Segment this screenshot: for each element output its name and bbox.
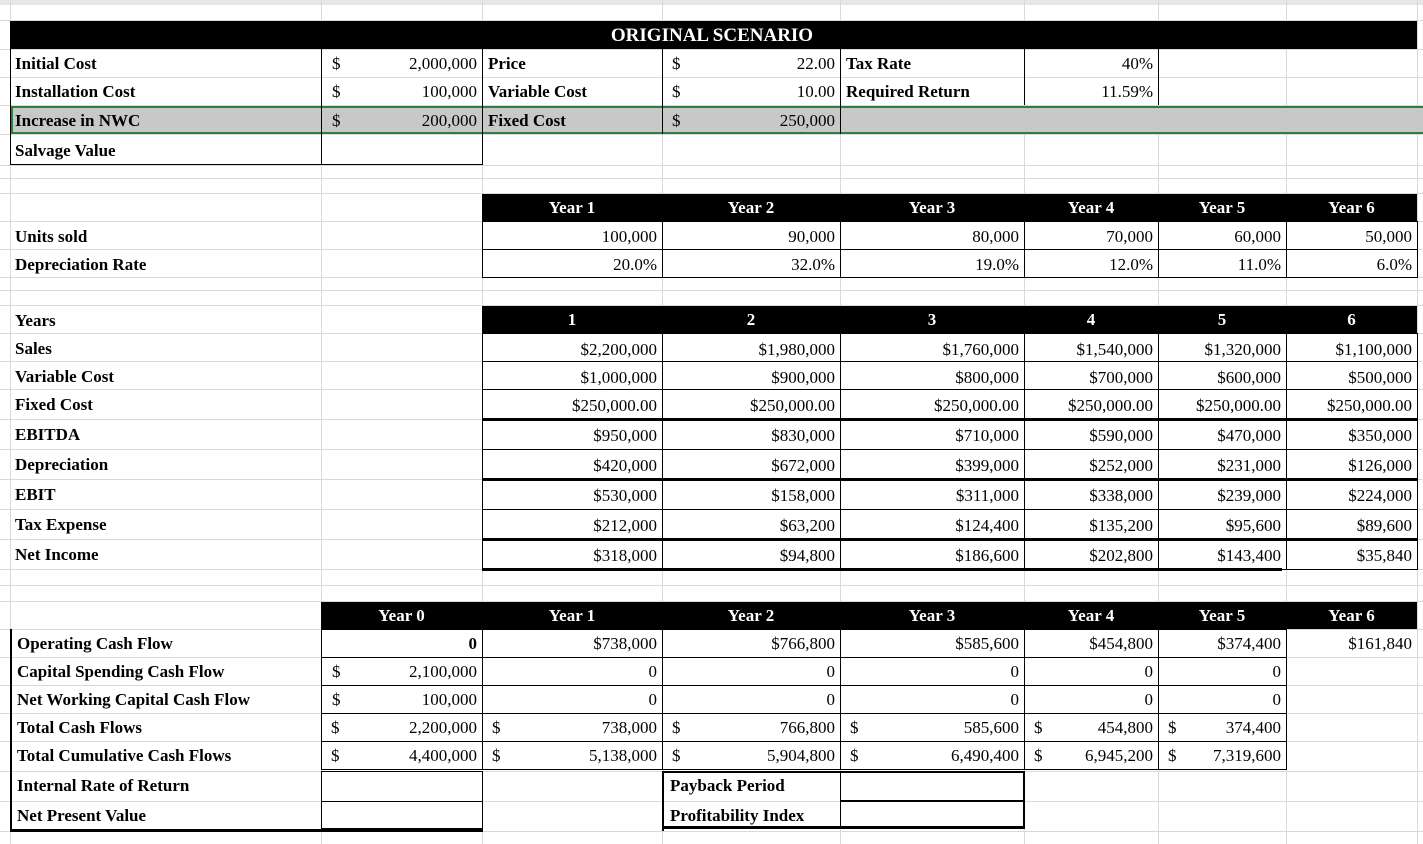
income-value: $89,600 xyxy=(1356,516,1412,535)
income-value: $2,200,000 xyxy=(580,340,657,359)
income-value: $830,000 xyxy=(771,426,835,445)
ocf-value: $161,840 xyxy=(1348,634,1412,653)
price-value[interactable]: 22.00 xyxy=(796,54,835,73)
capex-value: 0 xyxy=(1272,662,1281,681)
capex-label: Capital Spending Cash Flow xyxy=(17,662,225,681)
income-value: $1,760,000 xyxy=(942,340,1019,359)
income-value: $250,000.00 xyxy=(934,396,1019,415)
cumulative-value: 5,904,800 xyxy=(767,746,835,765)
income-value: $420,000 xyxy=(593,456,657,475)
nwc-value: 100,000 xyxy=(421,690,477,709)
income-value: $126,000 xyxy=(1348,456,1412,475)
income-value: $900,000 xyxy=(771,368,835,387)
income-value: $135,200 xyxy=(1089,516,1153,535)
price-label: Price xyxy=(488,54,526,73)
income-value: $35,840 xyxy=(1356,546,1412,565)
npv-label: Net Present Value xyxy=(17,806,147,825)
nwc-label: Net Working Capital Cash Flow xyxy=(17,690,250,709)
income-row-label: Depreciation xyxy=(15,455,109,474)
income-value: $318,000 xyxy=(593,546,657,565)
capex-value: 0 xyxy=(1010,662,1019,681)
units-year-3-header: Year 3 xyxy=(908,198,956,217)
currency-symbol: $ xyxy=(1168,746,1177,765)
income-value: $1,540,000 xyxy=(1076,340,1153,359)
income-value: $250,000.00 xyxy=(1068,396,1153,415)
installation-cost-label: Installation Cost xyxy=(15,82,136,101)
increase-nwc-label: Increase in NWC xyxy=(15,111,141,130)
income-value: $672,000 xyxy=(771,456,835,475)
nwc-value: 0 xyxy=(1272,690,1281,709)
currency-symbol: $ xyxy=(332,54,341,73)
currency-symbol: $ xyxy=(332,662,341,681)
required-return-label: Required Return xyxy=(846,82,970,101)
currency-symbol: $ xyxy=(1034,718,1043,737)
currency-symbol: $ xyxy=(492,718,501,737)
total-value: 585,600 xyxy=(963,718,1019,737)
income-value: $124,400 xyxy=(955,516,1019,535)
income-value: $250,000.00 xyxy=(572,396,657,415)
ocf-value: $374,400 xyxy=(1217,634,1281,653)
page-title: ORIGINAL SCENARIO xyxy=(610,25,814,46)
total-value: 738,000 xyxy=(601,718,657,737)
currency-symbol: $ xyxy=(332,111,341,130)
total-value: 454,800 xyxy=(1097,718,1153,737)
units-sold-value: 80,000 xyxy=(972,227,1019,246)
cumulative-value: 4,400,000 xyxy=(409,746,477,765)
income-value: $1,000,000 xyxy=(580,368,657,387)
income-value: $500,000 xyxy=(1348,368,1412,387)
ocf-value: $454,800 xyxy=(1089,634,1153,653)
income-value: $710,000 xyxy=(955,426,1019,445)
income-value: $224,000 xyxy=(1348,486,1412,505)
currency-symbol: $ xyxy=(1168,718,1177,737)
income-value: $186,600 xyxy=(955,546,1019,565)
units-sold-value: 90,000 xyxy=(788,227,835,246)
income-value: $311,000 xyxy=(955,486,1019,505)
nwc-value: 0 xyxy=(648,690,657,709)
income-year-1-header: 1 xyxy=(567,310,577,329)
income-value: $250,000.00 xyxy=(750,396,835,415)
income-row-label: Fixed Cost xyxy=(15,395,93,414)
cashflow-year-2-header: Year 2 xyxy=(727,606,775,625)
units-sold-label: Units sold xyxy=(15,227,88,246)
cumulative-value: 7,319,600 xyxy=(1213,746,1281,765)
income-value: $143,400 xyxy=(1217,546,1281,565)
income-value: $700,000 xyxy=(1089,368,1153,387)
cashflow-year-3-header: Year 3 xyxy=(908,606,956,625)
currency-symbol: $ xyxy=(332,82,341,101)
income-year-3-header: 3 xyxy=(927,310,937,329)
income-value: $530,000 xyxy=(593,486,657,505)
required-return-value[interactable]: 11.59% xyxy=(1101,82,1153,101)
nwc-value: 0 xyxy=(1144,690,1153,709)
currency-symbol: $ xyxy=(1034,746,1043,765)
total-value: 2,200,000 xyxy=(409,718,477,737)
years-label: Years xyxy=(15,311,56,330)
currency-symbol: $ xyxy=(492,746,501,765)
income-year-4-header: 4 xyxy=(1086,310,1096,329)
irr-value-cell[interactable] xyxy=(321,771,483,802)
initial-cost-value[interactable]: 2,000,000 xyxy=(409,54,477,73)
irr-label: Internal Rate of Return xyxy=(17,776,190,795)
units-year-5-header: Year 5 xyxy=(1198,198,1246,217)
units-year-2-header: Year 2 xyxy=(727,198,775,217)
cashflow-year-5-header: Year 5 xyxy=(1198,606,1246,625)
income-value: $250,000.00 xyxy=(1196,396,1281,415)
income-value: $399,000 xyxy=(955,456,1019,475)
income-row-label: EBIT xyxy=(15,485,56,504)
income-row-label: Sales xyxy=(15,339,52,358)
income-row-label: Tax Expense xyxy=(15,515,107,534)
nwc-value: 0 xyxy=(826,690,835,709)
currency-symbol: $ xyxy=(850,718,859,737)
income-row-label: EBITDA xyxy=(15,425,81,444)
income-value: $94,800 xyxy=(779,546,835,565)
depreciation-rate-value: 12.0% xyxy=(1109,255,1153,274)
income-value: $1,320,000 xyxy=(1204,340,1281,359)
ocf-value: $585,600 xyxy=(955,634,1019,653)
income-row-label: Net Income xyxy=(15,545,99,564)
currency-symbol: $ xyxy=(672,746,681,765)
ocf-value: $738,000 xyxy=(593,634,657,653)
income-value: $202,800 xyxy=(1089,546,1153,565)
installation-cost-value[interactable]: 100,000 xyxy=(421,82,477,101)
profitability-index-value-cell[interactable] xyxy=(840,801,1025,829)
npv-value-cell[interactable] xyxy=(321,801,483,831)
total-value: 374,400 xyxy=(1225,718,1281,737)
currency-symbol: $ xyxy=(332,690,341,709)
income-value: $250,000.00 xyxy=(1327,396,1412,415)
capex-value: 0 xyxy=(1144,662,1153,681)
cashflow-year-4-header: Year 4 xyxy=(1067,606,1115,625)
capex-value: 0 xyxy=(648,662,657,681)
income-value: $252,000 xyxy=(1089,456,1153,475)
units-sold-value: 50,000 xyxy=(1365,227,1412,246)
income-row-label: Variable Cost xyxy=(15,367,115,386)
cumulative-value: 6,945,200 xyxy=(1085,746,1153,765)
income-value: $231,000 xyxy=(1217,456,1281,475)
units-year-6-header: Year 6 xyxy=(1328,198,1375,217)
variable-cost-value[interactable]: 10.00 xyxy=(796,82,835,101)
units-sold-value: 60,000 xyxy=(1234,227,1281,246)
depreciation-rate-value: 20.0% xyxy=(613,255,657,274)
capex-value: 0 xyxy=(826,662,835,681)
tax-rate-label: Tax Rate xyxy=(846,54,912,73)
income-year-2-header: 2 xyxy=(746,310,756,329)
cashflow-year-1-header: Year 1 xyxy=(548,606,596,625)
depreciation-rate-value: 32.0% xyxy=(791,255,835,274)
ocf-value: $766,800 xyxy=(771,634,835,653)
cashflow-year-6-header: Year 6 xyxy=(1328,606,1375,625)
income-value: $600,000 xyxy=(1217,368,1281,387)
salvage-value-label: Salvage Value xyxy=(15,141,116,160)
ocf-label: Operating Cash Flow xyxy=(17,634,173,653)
nwc-value: 0 xyxy=(1010,690,1019,709)
increase-nwc-value[interactable]: 200,000 xyxy=(421,111,477,130)
total-cash-flows-label: Total Cash Flows xyxy=(17,718,143,737)
cumulative-value: 6,490,400 xyxy=(951,746,1019,765)
cumulative-cash-flows-label: Total Cumulative Cash Flows xyxy=(17,746,232,765)
depreciation-rate-label: Depreciation Rate xyxy=(15,255,147,274)
units-sold-value: 100,000 xyxy=(601,227,657,246)
income-value: $590,000 xyxy=(1089,426,1153,445)
income-value: $338,000 xyxy=(1089,486,1153,505)
income-value: $158,000 xyxy=(771,486,835,505)
income-value: $239,000 xyxy=(1217,486,1281,505)
total-value: 766,800 xyxy=(779,718,835,737)
capex-value: 2,100,000 xyxy=(409,662,477,681)
currency-symbol: $ xyxy=(850,746,859,765)
currency-symbol: $ xyxy=(672,718,681,737)
income-value: $1,980,000 xyxy=(758,340,835,359)
cumulative-value: 5,138,000 xyxy=(589,746,657,765)
income-value: $950,000 xyxy=(593,426,657,445)
income-value: $350,000 xyxy=(1348,426,1412,445)
cashflow-year-0-header: Year 0 xyxy=(378,606,425,625)
profitability-index-label: Profitability Index xyxy=(670,806,805,825)
income-year-5-header: 5 xyxy=(1217,310,1227,329)
variable-cost-label: Variable Cost xyxy=(488,82,588,101)
ocf-value: 0 xyxy=(468,634,477,653)
income-year-6-header: 6 xyxy=(1347,310,1356,329)
currency-symbol: $ xyxy=(331,746,340,765)
currency-symbol: $ xyxy=(331,718,340,737)
fixed-cost-label: Fixed Cost xyxy=(488,111,566,130)
currency-symbol: $ xyxy=(672,111,681,130)
units-year-1-header: Year 1 xyxy=(548,198,596,217)
tax-rate-value[interactable]: 40% xyxy=(1121,54,1153,73)
depreciation-rate-value: 19.0% xyxy=(975,255,1019,274)
income-value: $63,200 xyxy=(779,516,835,535)
units-sold-value: 70,000 xyxy=(1106,227,1153,246)
payback-period-value-cell[interactable] xyxy=(840,771,1025,801)
units-year-4-header: Year 4 xyxy=(1067,198,1115,217)
depreciation-rate-value: 6.0% xyxy=(1376,255,1412,274)
income-value: $470,000 xyxy=(1217,426,1281,445)
income-value: $800,000 xyxy=(955,368,1019,387)
depreciation-rate-value: 11.0% xyxy=(1237,255,1281,274)
income-value: $212,000 xyxy=(593,516,657,535)
initial-cost-label: Initial Cost xyxy=(15,54,97,73)
income-value: $1,100,000 xyxy=(1335,340,1412,359)
income-value: $95,600 xyxy=(1225,516,1281,535)
currency-symbol: $ xyxy=(672,54,681,73)
currency-symbol: $ xyxy=(672,82,681,101)
fixed-cost-value[interactable]: 250,000 xyxy=(779,111,835,130)
payback-period-label: Payback Period xyxy=(670,776,785,795)
